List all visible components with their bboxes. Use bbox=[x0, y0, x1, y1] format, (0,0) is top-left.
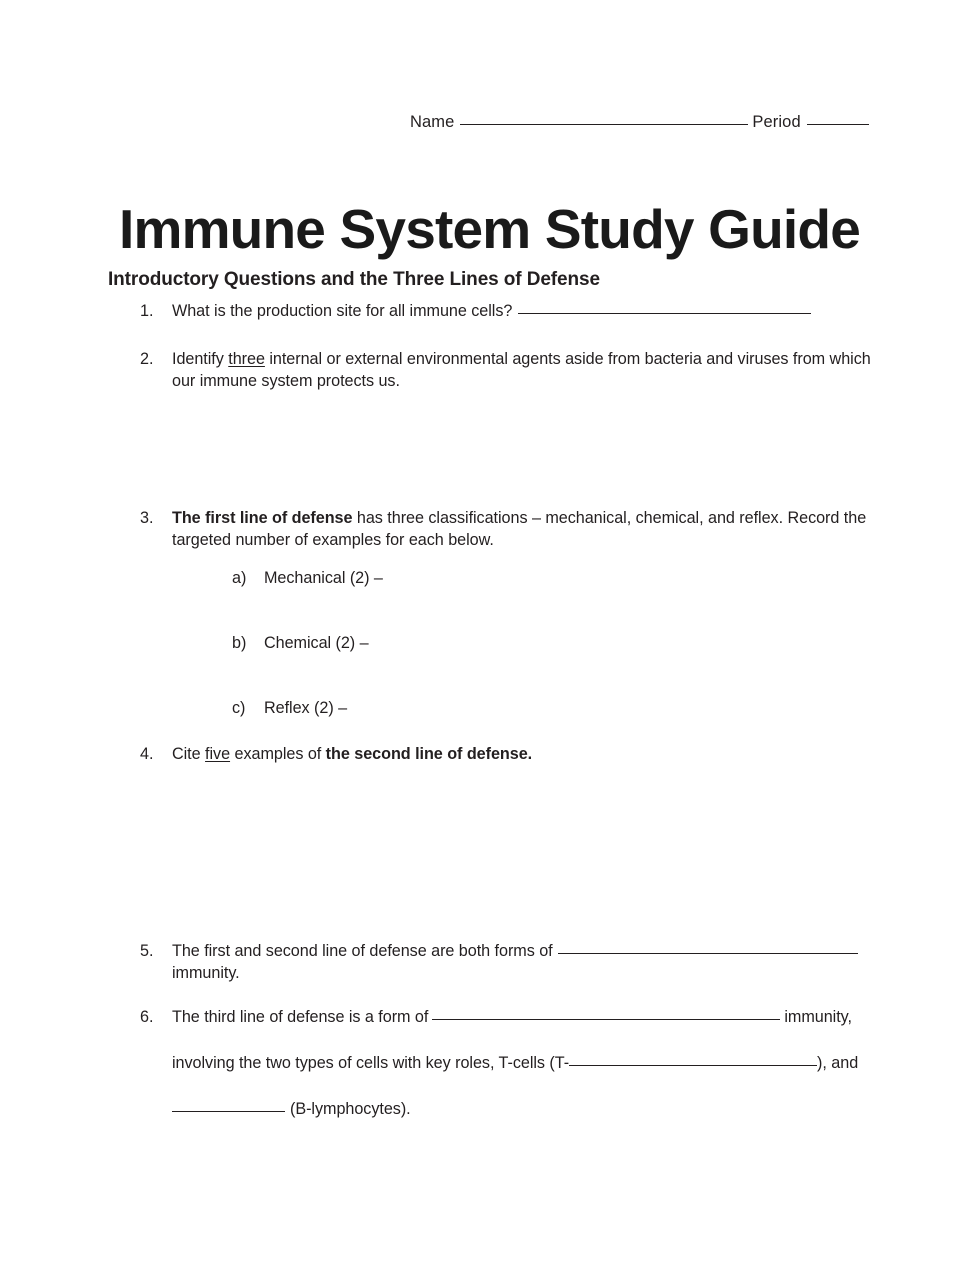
answer-blank-q6-2[interactable] bbox=[569, 1065, 817, 1066]
question-item-4 bbox=[140, 743, 880, 765]
question-text-6-line2-after: ), and bbox=[817, 1054, 859, 1072]
question-item-5 bbox=[140, 940, 880, 984]
sub-question-3b bbox=[232, 632, 880, 654]
sub-text-3a: Mechanical (2) – bbox=[264, 569, 383, 587]
question-item-6 bbox=[140, 1006, 880, 1120]
question-text-5-after: immunity. bbox=[172, 964, 240, 982]
question-bold-lead-3: The first line of defense bbox=[172, 509, 353, 527]
question-text-6-line2-before: involving the two types of cells with key roles, T-cells (T- bbox=[172, 1054, 570, 1072]
question-text-4-before: Cite bbox=[172, 745, 206, 763]
answer-blank-q1[interactable] bbox=[518, 313, 811, 314]
period-label: Period bbox=[752, 113, 801, 131]
question-text-6-line1-before: The third line of defense is a form of bbox=[172, 1008, 429, 1026]
page-title: Immune System Study Guide bbox=[118, 197, 860, 260]
answer-space-q2[interactable] bbox=[140, 392, 880, 507]
answer-blank-q6-1[interactable] bbox=[432, 1019, 780, 1020]
question-text-1: What is the production site for all immune cells? bbox=[172, 302, 513, 320]
question-text-6-line1-after: immunity, bbox=[784, 1008, 852, 1026]
question-text-5-before: The first and second line of defense are both forms of bbox=[172, 942, 553, 960]
name-label: Name bbox=[410, 113, 455, 131]
answer-blank-q5[interactable] bbox=[558, 953, 858, 954]
question-number-1: 1. bbox=[140, 302, 154, 320]
question-text-6-line2 bbox=[172, 1052, 880, 1074]
answer-space-q4[interactable] bbox=[140, 765, 880, 940]
sub-label-3b: b) bbox=[232, 634, 247, 652]
answer-space-q3b[interactable] bbox=[232, 654, 880, 697]
sub-text-3b: Chemical (2) – bbox=[264, 634, 369, 652]
question-number-3: 3. bbox=[140, 509, 154, 527]
section-heading: Introductory Questions and the Three Lines of Defense bbox=[108, 268, 600, 290]
name-blank-line[interactable] bbox=[460, 124, 748, 125]
sub-label-3a: a) bbox=[232, 569, 247, 587]
sub-question-3a bbox=[232, 567, 880, 589]
question-text-6-line3 bbox=[172, 1098, 880, 1120]
question-item-1 bbox=[140, 300, 880, 322]
sub-question-list-3 bbox=[232, 567, 880, 719]
question-text-6-line3-after: (B-lymphocytes). bbox=[290, 1100, 411, 1118]
sub-text-3c: Reflex (2) – bbox=[264, 699, 348, 717]
question-text-4-mid: examples of bbox=[230, 745, 326, 763]
period-blank-line[interactable] bbox=[807, 124, 869, 125]
question-emphasis-2: three bbox=[228, 350, 265, 368]
question-text-2-after: internal or external environmental agents aside from bacteria and viruses from which our immune system protects us. bbox=[172, 350, 871, 390]
question-number-5: 5. bbox=[140, 942, 154, 960]
question-number-2: 2. bbox=[140, 350, 154, 368]
question-text-2-before: Identify bbox=[172, 350, 229, 368]
name-period-header bbox=[410, 113, 880, 132]
answer-space-q5 bbox=[140, 984, 880, 1006]
answer-space-q1 bbox=[140, 322, 880, 348]
answer-space-q3a[interactable] bbox=[232, 589, 880, 632]
sub-label-3c: c) bbox=[232, 699, 246, 717]
question-text-3-after: has three classifications – mechanical, chemical, and reflex. Record the targeted number of examples for each below. bbox=[172, 509, 867, 549]
question-emphasis-4: five bbox=[205, 745, 231, 763]
question-bold-tail-4: the second line of defense. bbox=[325, 745, 533, 763]
answer-space-q3c[interactable] bbox=[140, 719, 880, 743]
question-list bbox=[140, 300, 880, 1120]
question-item-3 bbox=[140, 507, 880, 719]
answer-blank-q6-3[interactable] bbox=[172, 1111, 285, 1112]
question-number-6: 6. bbox=[140, 1008, 154, 1026]
question-number-4: 4. bbox=[140, 745, 154, 763]
sub-question-3c bbox=[232, 697, 880, 719]
question-item-2 bbox=[140, 348, 880, 392]
